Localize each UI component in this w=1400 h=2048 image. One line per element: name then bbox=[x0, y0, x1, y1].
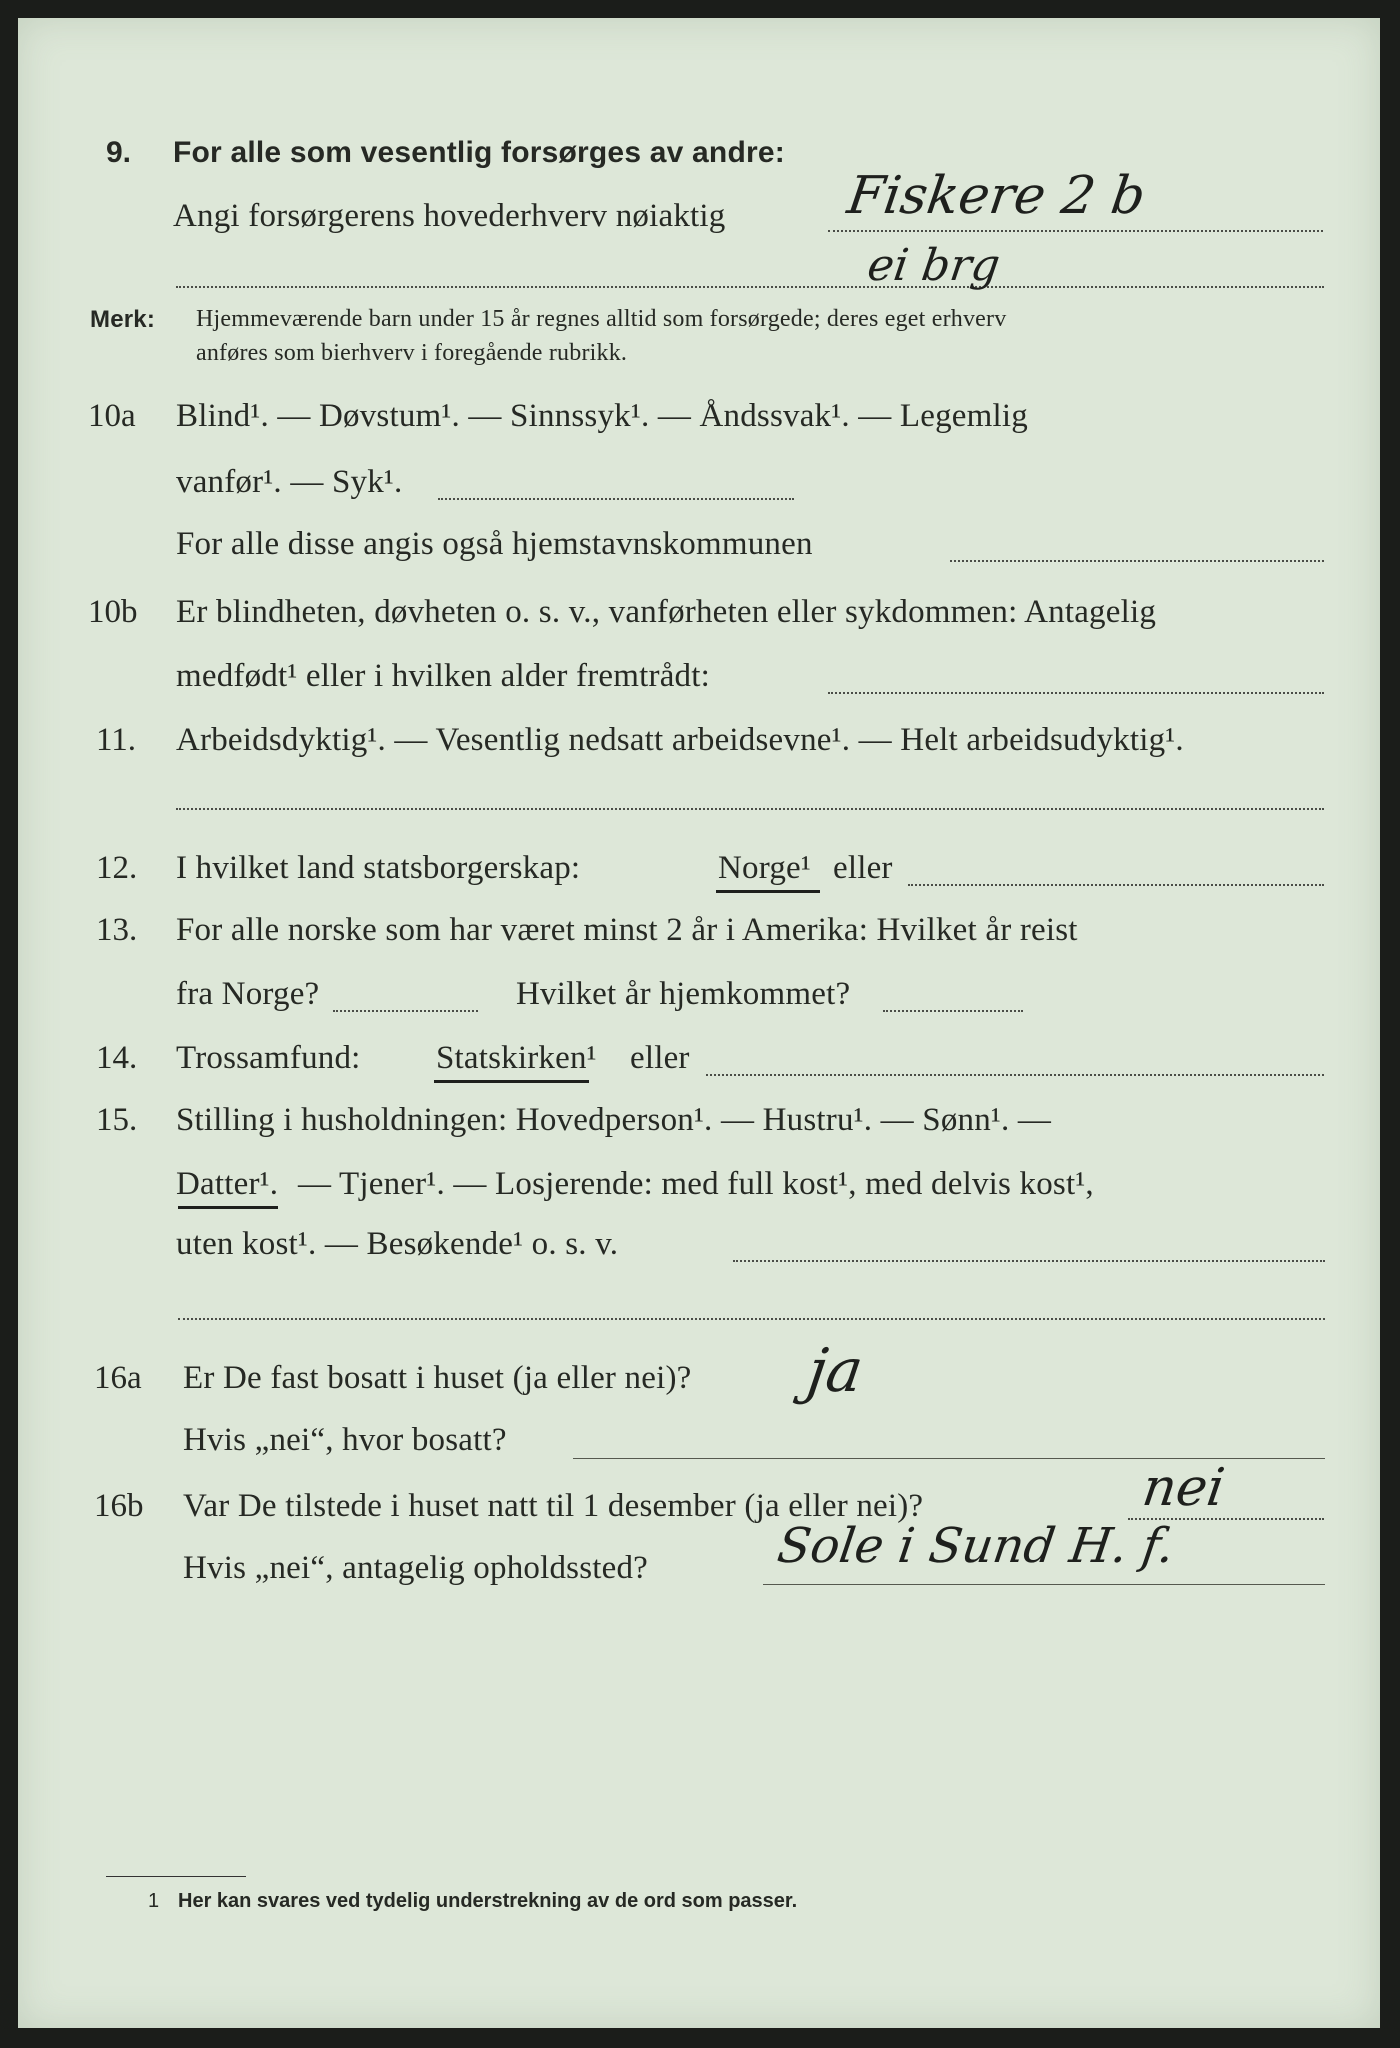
q10a-syk-line[interactable] bbox=[438, 498, 794, 500]
q11-line1: Arbeidsdyktig¹. — Vesentlig nedsatt arbeidsevne¹. — Helt arbeidsudyktig¹. bbox=[176, 722, 1184, 758]
q12-eller: eller bbox=[833, 850, 893, 886]
q9-line2: Angi forsørgerens hovederhverv nøiaktig bbox=[173, 198, 726, 234]
footnote-text: Her kan svares ved tydelig understrekning av de ord som passer. bbox=[178, 1890, 798, 1912]
q14-statskirken: Statskirken¹ bbox=[436, 1040, 597, 1076]
q15-datter-underline bbox=[178, 1206, 278, 1209]
q9-answer-line[interactable] bbox=[828, 230, 1323, 232]
q13-reist-line[interactable] bbox=[333, 1010, 478, 1012]
q15-line3: uten kost¹. — Besøkende¹ o. s. v. bbox=[176, 1226, 619, 1262]
footnote-rule bbox=[106, 1876, 246, 1877]
q16b-line1: Var De tilstede i huset natt til 1 desember (ja eller nei)? bbox=[183, 1488, 924, 1524]
q16a-line2: Hvis „nei“, hvor bosatt? bbox=[183, 1422, 507, 1458]
q11-number: 11. bbox=[96, 722, 137, 758]
footnote-mark: 1 bbox=[148, 1890, 160, 1912]
q16b-handwritten-answer-1: nei bbox=[1138, 1458, 1229, 1518]
q9-handwritten-answer-2: ei brg bbox=[864, 240, 1004, 291]
q13-hjemkommet-line[interactable] bbox=[883, 1010, 1023, 1012]
q13-line2a: fra Norge? bbox=[176, 976, 320, 1012]
q11-answer-line[interactable] bbox=[176, 808, 1324, 810]
q10b-answer-line[interactable] bbox=[828, 692, 1324, 694]
q16b-handwritten-answer-2: Sole i Sund H. f. bbox=[774, 1518, 1178, 1574]
q16b-answer-line-2[interactable] bbox=[763, 1584, 1325, 1585]
merk-line1: Hjemmeværende barn under 15 år regnes alltid som forsørgede; deres eget erhverv bbox=[196, 306, 1007, 332]
q9-answer-line-2[interactable] bbox=[176, 286, 1324, 288]
q12-number: 12. bbox=[96, 850, 138, 886]
merk-label: Merk: bbox=[90, 306, 156, 333]
q10b-number: 10b bbox=[88, 594, 138, 630]
q12-answer-line[interactable] bbox=[908, 884, 1324, 886]
census-form-page bbox=[18, 18, 1380, 2028]
q10a-hjemstavn-line[interactable] bbox=[950, 560, 1324, 562]
q15-answer-line-2[interactable] bbox=[178, 1318, 1325, 1320]
q10a-line3: For alle disse angis også hjemstavnskommunen bbox=[176, 526, 813, 562]
merk-line2: anføres som bierhverv i foregående rubrikk. bbox=[196, 340, 628, 366]
q15-datter: Datter¹. bbox=[176, 1166, 279, 1202]
q9-line1: For alle som vesentlig forsørges av andre: bbox=[173, 136, 785, 169]
q13-number: 13. bbox=[96, 912, 138, 948]
q14-text: Trossamfund: bbox=[176, 1040, 361, 1076]
q13-line2b: Hvilket år hjemkommet? bbox=[516, 976, 851, 1012]
q15-line1: Stilling i husholdningen: Hovedperson¹. — Hustru¹. — Sønn¹. — bbox=[176, 1102, 1052, 1138]
q14-number: 14. bbox=[96, 1040, 138, 1076]
q12-norge: Norge¹ bbox=[718, 850, 811, 886]
q12-norge-underline bbox=[716, 890, 820, 893]
q10b-line1: Er blindheten, døvheten o. s. v., vanførheten eller sykdommen: Antagelig bbox=[176, 594, 1157, 630]
q15-line2rest: — Tjener¹. — Losjerende: med full kost¹, med delvis kost¹, bbox=[298, 1166, 1094, 1202]
q15-answer-line[interactable] bbox=[733, 1260, 1325, 1262]
q16a-line1: Er De fast bosatt i huset (ja eller nei)? bbox=[183, 1360, 692, 1396]
q14-answer-line[interactable] bbox=[706, 1074, 1324, 1076]
q16b-number: 16b bbox=[94, 1488, 144, 1524]
q10a-number: 10a bbox=[88, 398, 136, 434]
q15-number: 15. bbox=[96, 1102, 138, 1138]
q16a-number: 16a bbox=[94, 1360, 142, 1396]
q9-number: 9. bbox=[106, 136, 132, 169]
q12-text: I hvilket land statsborgerskap: bbox=[176, 850, 581, 886]
q10b-line2: medfødt¹ eller i hvilken alder fremtrådt: bbox=[176, 658, 710, 694]
q10a-line2: vanfør¹. — Syk¹. bbox=[176, 464, 403, 500]
q9-handwritten-answer: Fiskere 2 b bbox=[843, 166, 1149, 226]
q16b-line2: Hvis „nei“, antagelig opholdssted? bbox=[183, 1550, 649, 1586]
q10a-line1: Blind¹. — Døvstum¹. — Sinnssyk¹. — Åndssvak¹. — Legemlig bbox=[176, 398, 1028, 434]
q14-eller: eller bbox=[630, 1040, 690, 1076]
q16a-handwritten-answer: ja bbox=[803, 1336, 868, 1406]
q13-line1: For alle norske som har været minst 2 år i Amerika: Hvilket år reist bbox=[176, 912, 1078, 948]
q14-statskirken-underline bbox=[434, 1080, 589, 1083]
